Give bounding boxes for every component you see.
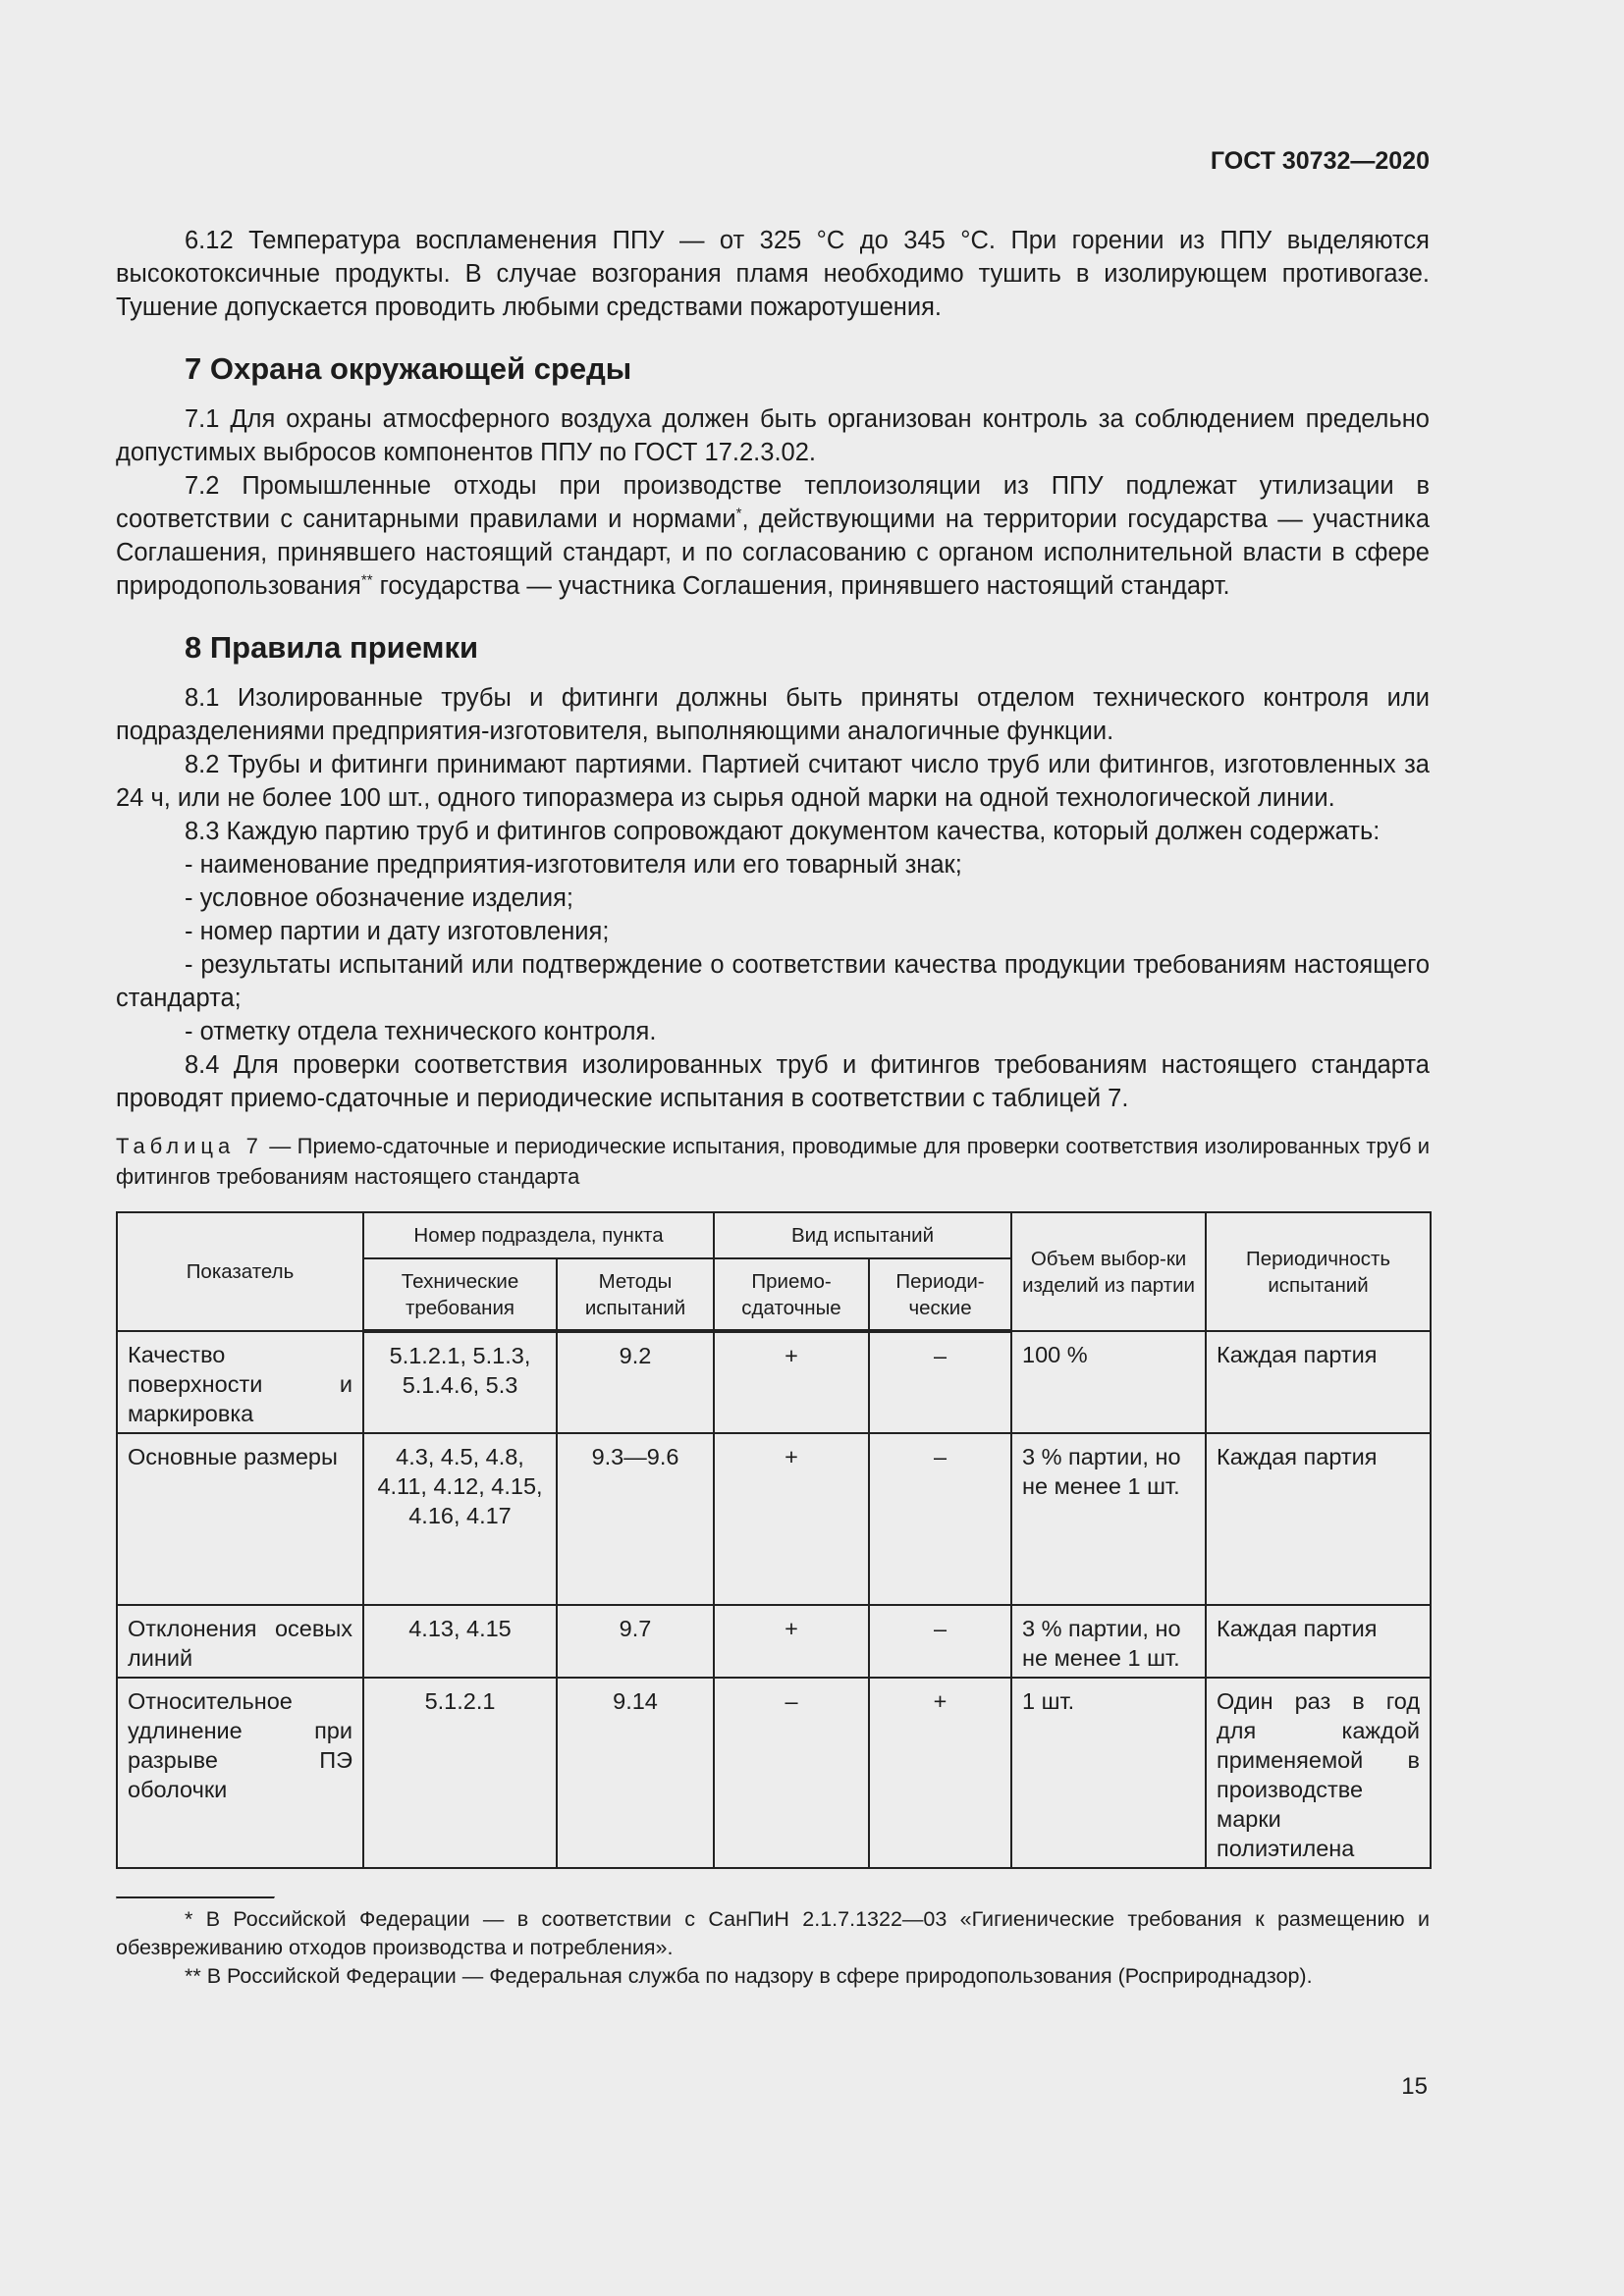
footnote-ref-1: * — [735, 505, 742, 522]
table-cell: + — [714, 1331, 869, 1433]
table-row — [117, 1331, 1431, 1433]
table-cell: 4.13, 4.15 — [363, 1605, 557, 1678]
list-item: - номер партии и дату изготовления; — [185, 918, 610, 945]
document-header: ГОСТ 30732—2020 — [1210, 147, 1430, 175]
table-cell: – — [869, 1433, 1011, 1605]
page-content — [116, 224, 1430, 1991]
header-subsection-group: Номер подраздела, пункта — [363, 1212, 714, 1258]
paragraph-7-1: 7.1 Для охраны атмосферного воздуха должен быть организован контроль за соблюдением предельно допустимых выбросов компонентов ППУ по ГОСТ 17.2.3.02. — [116, 405, 1430, 466]
table-cell: Каждая партия — [1206, 1433, 1431, 1605]
paragraph-8-3: 8.3 Каждую партию труб и фитингов сопровождают документом качества, который должен содержать: — [185, 818, 1380, 845]
table-cell: – — [869, 1331, 1011, 1433]
table-row — [117, 1678, 1431, 1868]
acceptance-tests-table — [116, 1211, 1432, 1869]
paragraph-7-2-text-1: 7.2 Промышленные отходы при производстве теплоизоляции из ППУ подлежат утилизации в соответствии с санитарными правилами и нормами — [116, 472, 1430, 533]
table-cell: 5.1.2.1 — [363, 1678, 557, 1868]
paragraph-8-2: 8.2 Трубы и фитинги принимают партиями. Партией считают число труб или фитингов, изготовленных за 24 ч, или не более 100 шт., одного типоразмера из сырья одной марки на одной технологической линии. — [116, 751, 1430, 812]
table-cell: + — [714, 1433, 869, 1605]
footnote-ref-2: ** — [360, 571, 373, 589]
header-periodic: Периоди-ческие — [869, 1258, 1011, 1331]
footnote-1: * В Российской Федерации — в соответствии с СанПиН 2.1.7.1322—03 «Гигиенические требования к размещению и обезвреживанию отходов производства и потребления». — [116, 1907, 1430, 1959]
paragraph-8-4: 8.4 Для проверки соответствия изолированных труб и фитингов требованиям настоящего стандарта проводят приемо-сдаточные и периодические испытания в соответствии с таблицей 7. — [116, 1051, 1430, 1112]
header-tech-requirements: Технические требования — [363, 1258, 557, 1331]
table-cell: Основные размеры — [117, 1433, 363, 1605]
paragraph-7-2-text-2: , действующими на территории государства — участника Соглашения, принявшего настоящий стандарт, и по согласованию с органом исполнительной власти в сфере природопользования — [116, 506, 1430, 600]
page-number: 15 — [1401, 2073, 1428, 2100]
header-test-methods: Методы испытаний — [557, 1258, 714, 1331]
table-cell: Относительное удлинение при разрыве ПЭ оболочки — [117, 1678, 363, 1868]
table-cell: Каждая партия — [1206, 1605, 1431, 1678]
list-item: - результаты испытаний или подтверждение о соответствии качества продукции требованиям настоящего стандарта; — [116, 951, 1430, 1012]
table-caption-text: — Приемо-сдаточные и периодические испытания, проводимые для проверки соответствия изолированных труб и фитингов требованиям настоящего стандарта — [116, 1134, 1431, 1189]
list-item: - отметку отдела технического контроля. — [185, 1018, 657, 1045]
list-item: - наименование предприятия-изготовителя или его товарный знак; — [185, 851, 962, 879]
table-cell: 100 % — [1011, 1331, 1206, 1433]
table-cell: Качество поверхности и маркировка — [117, 1331, 363, 1433]
section-7-heading: 7 Охрана окружающей среды — [185, 351, 632, 386]
table-cell: 1 шт. — [1011, 1678, 1206, 1868]
list-item: - условное обозначение изделия; — [185, 884, 573, 912]
header-sample-volume: Объем выбор-ки изделий из партии — [1011, 1212, 1206, 1331]
paragraph-7-2 — [116, 469, 1430, 603]
header-indicator: Показатель — [117, 1212, 363, 1331]
table-cell: Один раз в год для каждой применяемой в производстве марки полиэтилена — [1206, 1678, 1431, 1868]
table-cell: – — [714, 1678, 869, 1868]
table-cell: 9.7 — [557, 1605, 714, 1678]
table-cell: + — [714, 1605, 869, 1678]
paragraph-8-1: 8.1 Изолированные трубы и фитинги должны быть приняты отделом технического контроля или подразделениями предприятия-изготовителя, выполняющими аналогичные функции. — [116, 684, 1430, 745]
paragraph-6-12: 6.12 Температура воспламенения ППУ — от 325 °С до 345 °С. При горении из ППУ выделяются высокотоксичные продукты. В случае возгорания пламя необходимо тушить в изолирующем противогазе. Тушение допускается проводить любыми средствами пожаротушения. — [116, 227, 1430, 321]
header-frequency: Периодичность испытаний — [1206, 1212, 1431, 1331]
footnote-2: ** В Российской Федерации — Федеральная служба по надзору в сфере природопользования (Росприроднадзор). — [185, 1964, 1313, 1988]
table-caption — [116, 1131, 1430, 1192]
table-row — [117, 1605, 1431, 1678]
table-cell: + — [869, 1678, 1011, 1868]
paragraph-7-2-text-3: государства — участника Соглашения, принявшего настоящий стандарт. — [372, 572, 1230, 600]
header-test-type-group: Вид испытаний — [714, 1212, 1011, 1258]
table-cell: 3 % партии, но не менее 1 шт. — [1011, 1433, 1206, 1605]
header-acceptance: Приемо-сдаточные — [714, 1258, 869, 1331]
table-row — [117, 1433, 1431, 1605]
table-cell: 9.2 — [557, 1331, 714, 1433]
table-cell: 4.3, 4.5, 4.8, 4.11, 4.12, 4.15, 4.16, 4.17 — [363, 1433, 557, 1605]
table-cell: 9.14 — [557, 1678, 714, 1868]
table-cell: 3 % партии, но не менее 1 шт. — [1011, 1605, 1206, 1678]
table-cell: Отклонения осевых линий — [117, 1605, 363, 1678]
table-cell: Каждая партия — [1206, 1331, 1431, 1433]
table-caption-label: Таблица 7 — [116, 1134, 263, 1158]
table-cell: 5.1.2.1, 5.1.3, 5.1.4.6, 5.3 — [363, 1331, 557, 1433]
table-cell: – — [869, 1605, 1011, 1678]
table-cell: 9.3—9.6 — [557, 1433, 714, 1605]
section-8-heading: 8 Правила приемки — [185, 630, 479, 665]
